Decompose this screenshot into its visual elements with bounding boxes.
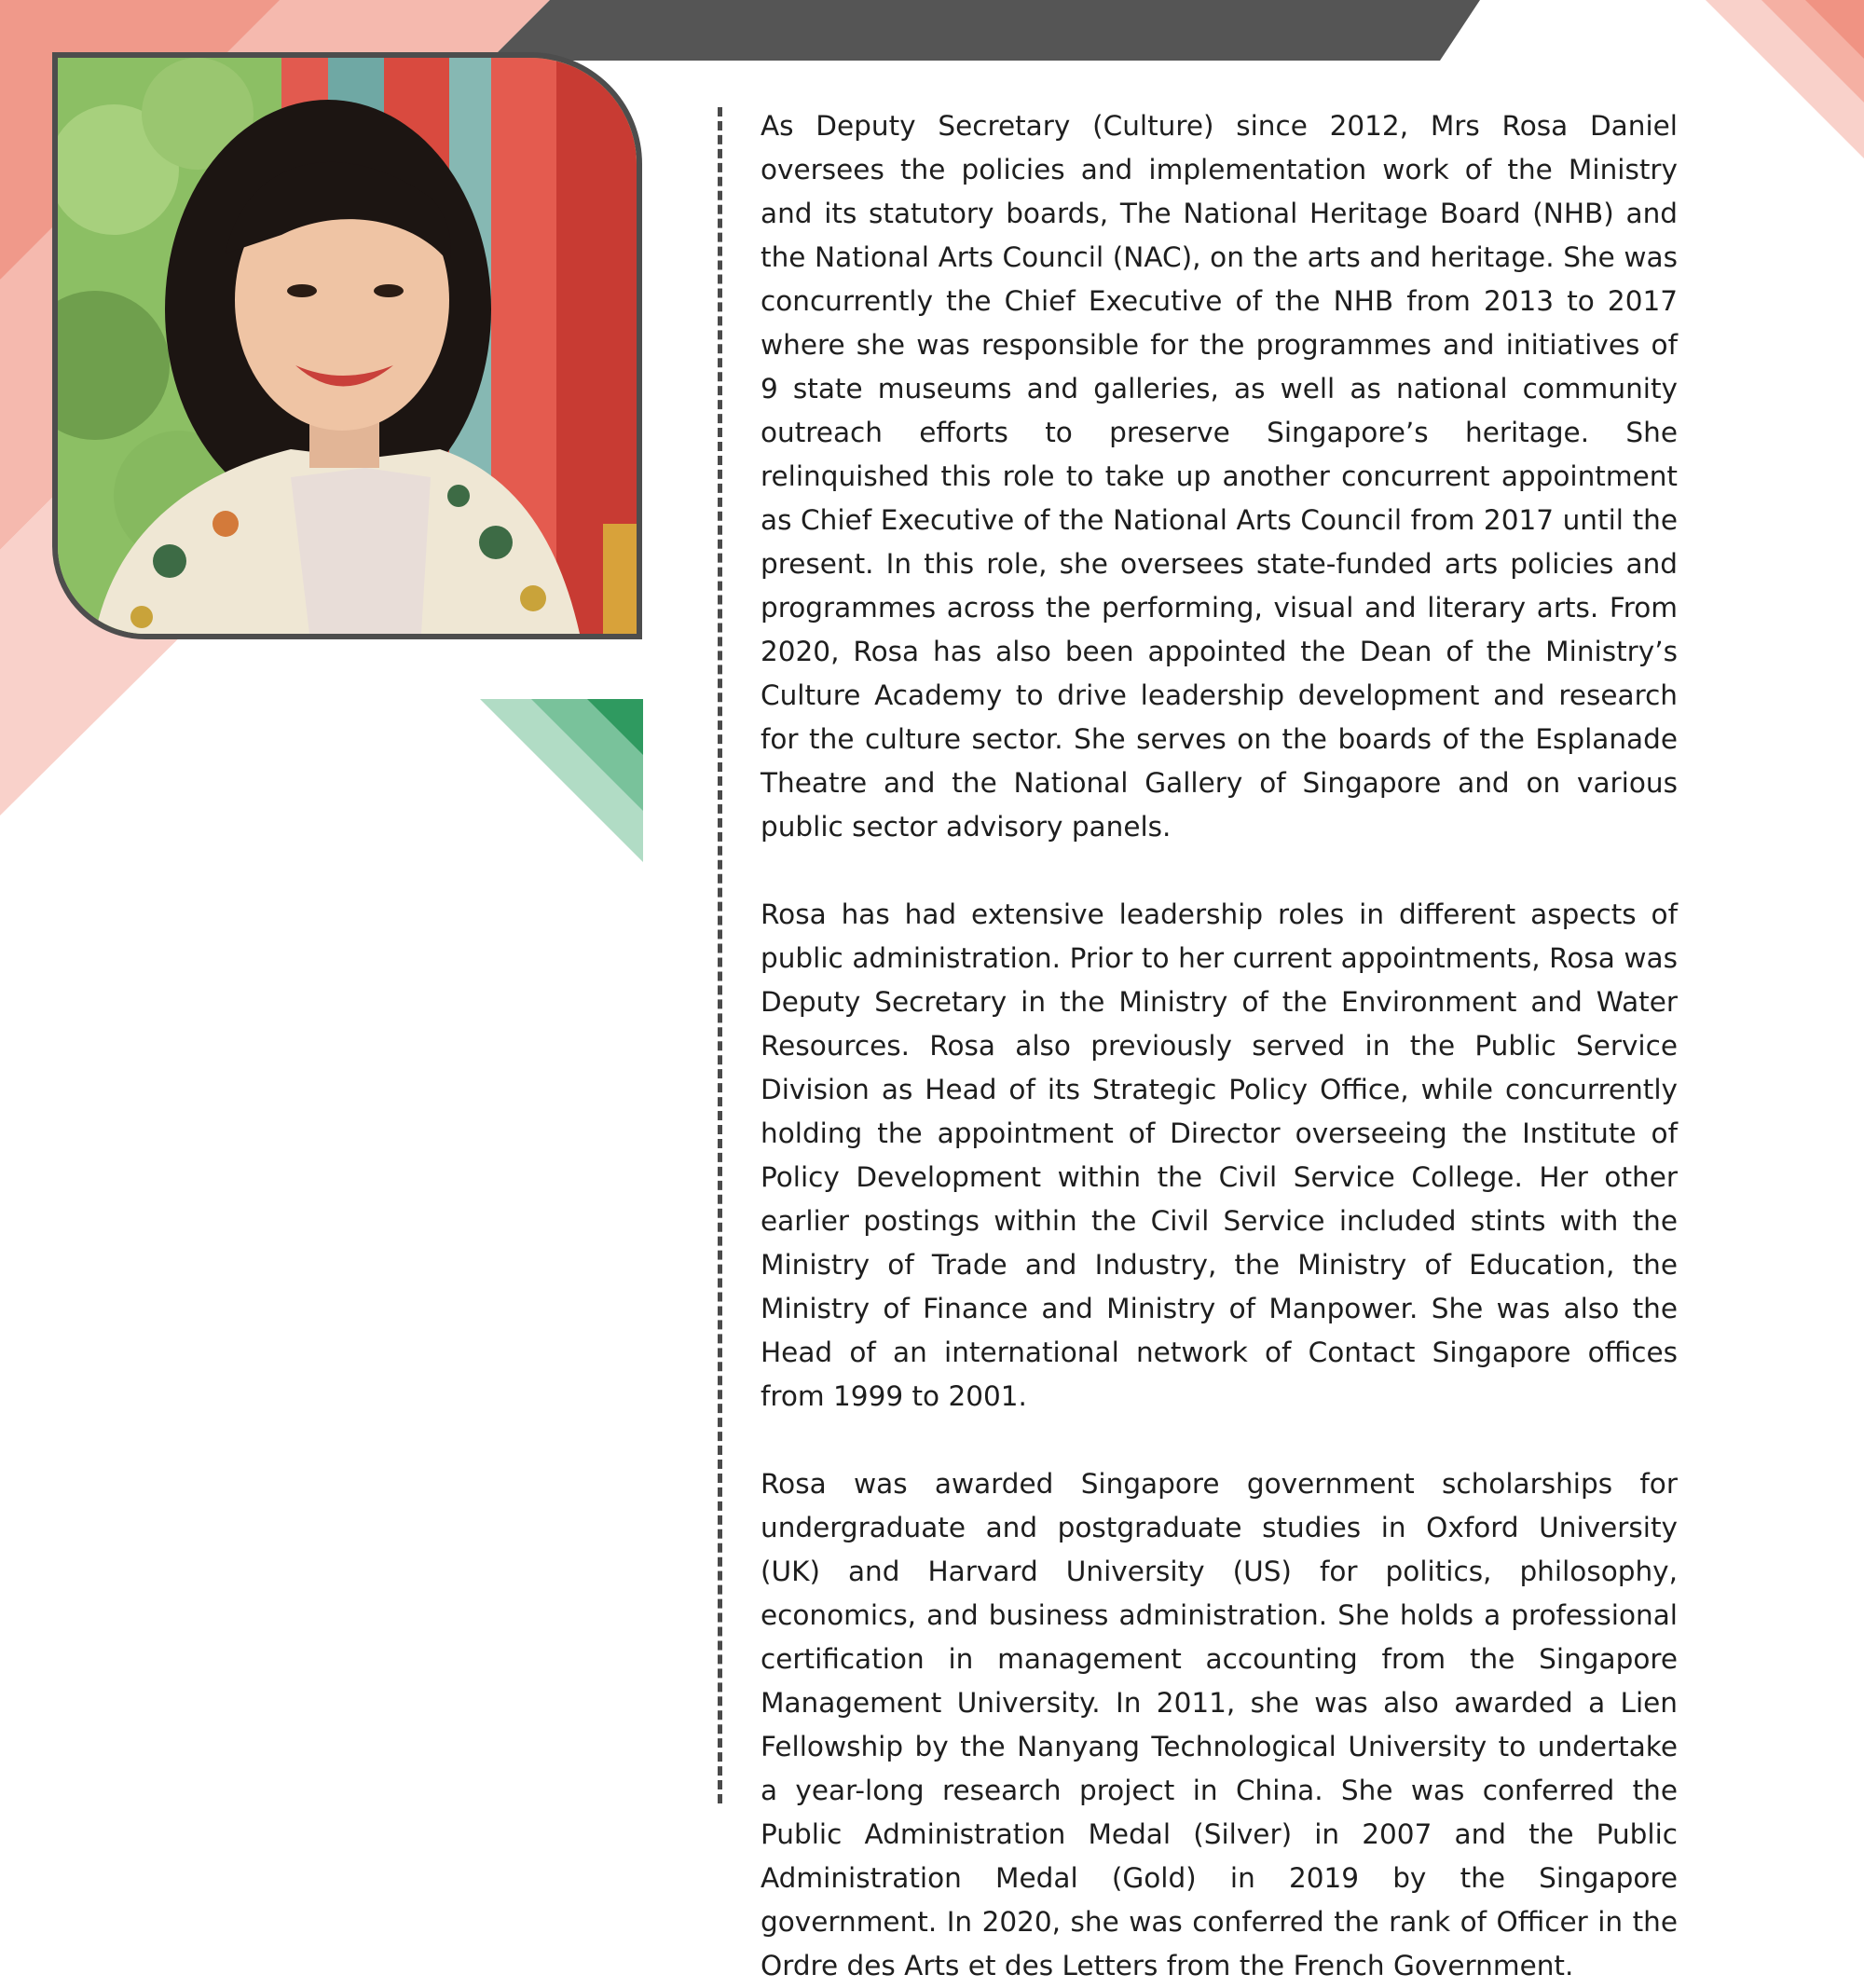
portrait-photo-icon [58, 58, 637, 634]
bio-paragraph-2: Rosa has had extensive leadership roles in different aspects of public administration. Prior to her current appointments, Rosa was Deputy Secretary in the Ministry of the Environment and Water Resources. Rosa also previously served in the Public Service Division as Head of its Strategic Policy Office, while concurrently holding the appointment of Director overseeing the Institute of Policy Development within the Civil Service College. Her other earlier postings within the Civil Service included stints with the Ministry of Trade and Industry, the Ministry of Education, the Ministry of Finance and Ministry of Manpower. She was also the Head of an international network of Contact Singapore offices from 1999 to 2001. [761, 898, 1678, 1412]
top-dark-bar [489, 0, 1480, 61]
bio-paragraph-1: As Deputy Secretary (Culture) since 2012, Mrs Rosa Daniel oversees the policies and implementation work of the Ministry and its statutory boards, The National Heritage Board (NHB) and the National Arts Council (NAC), on the arts and heritage. She was concurrently the Chief Executive of the NHB from 2013 to 2017 where she was responsible for the programmes and initiatives of 9 state museums and galleries, as well as national community outreach efforts to preserve Singapore’s heritage. She relinquished this role to take up another concurrent appointment as Chief Executive of the National Arts Council from 2017 until the present. In this role, she oversees state-funded arts policies and programmes across the performing, visual and literary arts. From 2020, Rosa has also been appointed the Dean of the Ministry’s Culture Academy to drive leadership development and research for the culture sector. She serves on the boards of the Esplanade Theatre and the National Gallery of Singapore and on various public sector advisory panels. [761, 110, 1678, 843]
dashed-divider [718, 107, 722, 1803]
biography-text [761, 104, 1678, 1988]
bio-paragraph-3: Rosa was awarded Singapore government scholarships for undergraduate and postgraduate studies in Oxford University (UK) and Harvard University (US) for politics, philosophy, economics, and business administration. She holds a professional certification in management accounting from the Singapore Management University. In 2011, she was also awarded a Lien Fellowship by the Nanyang Technological University to undertake a year-long research project in China. She was conferred the Public Administration Medal (Silver) in 2007 and the Public Administration Medal (Gold) in 2019 by the Singapore government. In 2020, she was conferred the rank of Officer in the Ordre des Arts et des Letters from the French Government. [761, 1468, 1678, 1981]
portrait-photo-frame [52, 52, 642, 639]
